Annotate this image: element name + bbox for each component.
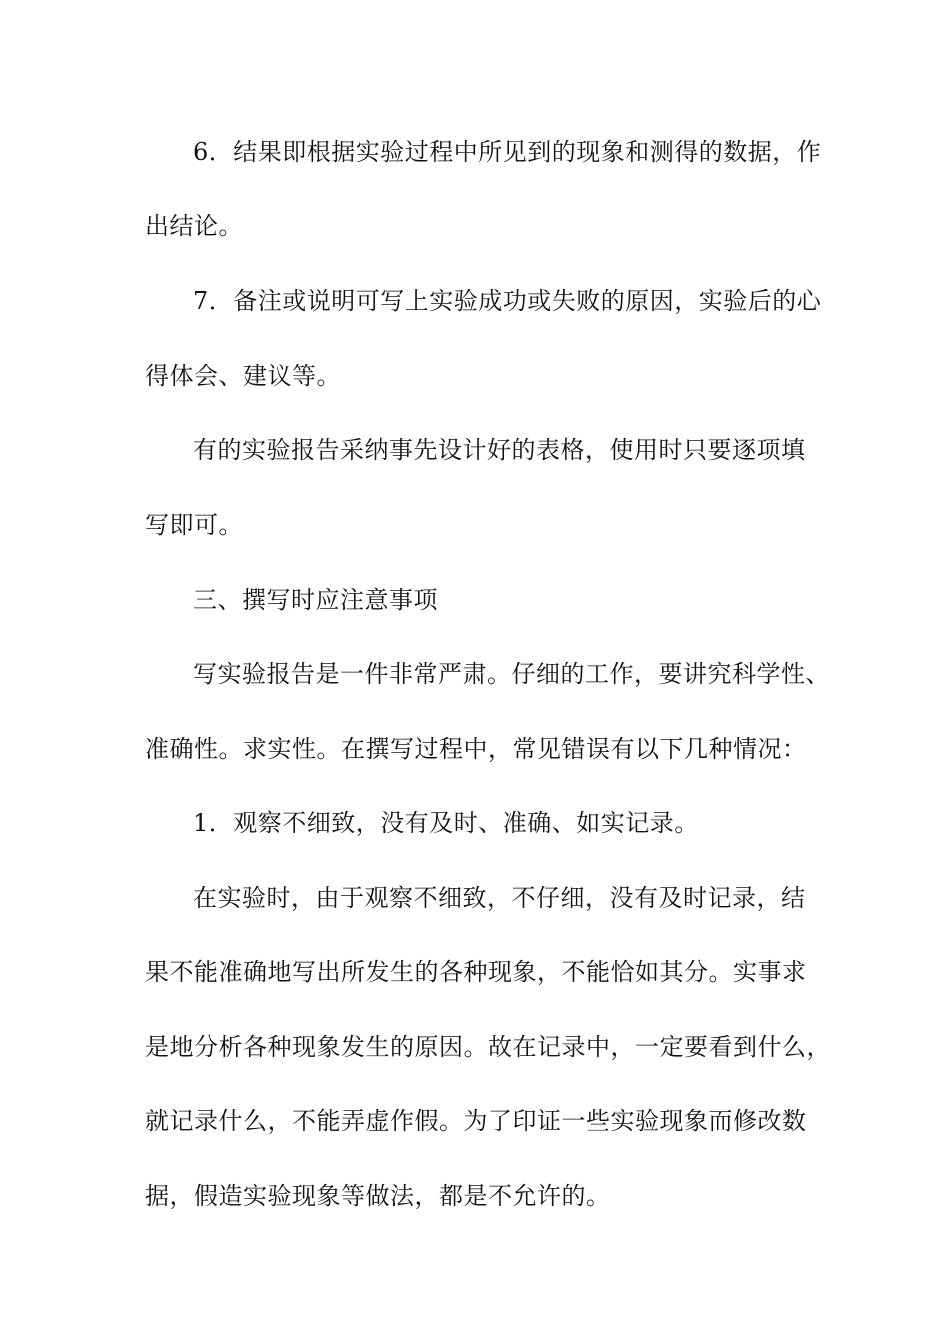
paragraph-line: 果不能准确地写出所发生的各种现象，不能恰如其分。实事求	[145, 958, 807, 986]
paragraph-line: 就记录什么，不能弄虚作假。为了印证一些实验现象而修改数	[145, 1107, 807, 1135]
paragraph-line: 写实验报告是一件非常严肃。仔细的工作，要讲究科学性、	[193, 660, 830, 688]
paragraph-line: 有的实验报告采纳事先设计好的表格，使用时只要逐项填	[193, 436, 806, 464]
section-heading: 三、撰写时应注意事项	[193, 586, 438, 614]
paragraph-line: 出结论。	[145, 212, 243, 240]
paragraph-line: 据，假造实验现象等做法，都是不允许的。	[145, 1182, 611, 1210]
paragraph-line: 是地分析各种现象发生的原因。故在记录中，一定要看到什么，	[145, 1033, 831, 1061]
paragraph-line: 7．备注或说明可写上实验成功或失败的原因，实验后的心	[193, 287, 822, 315]
paragraph-line: 得体会、建议等。	[145, 362, 341, 390]
paragraph-line: 6．结果即根据实验过程中所见到的现象和测得的数据，作	[193, 138, 822, 166]
paragraph-line: 准确性。求实性。在撰写过程中，常见错误有以下几种情况：	[145, 735, 807, 763]
paragraph-line: 1．观察不细致，没有及时、准确、如实记录。	[193, 809, 699, 837]
paragraph-line: 在实验时，由于观察不细致，不仔细，没有及时记录，结	[193, 884, 806, 912]
paragraph-line: 写即可。	[145, 511, 243, 539]
